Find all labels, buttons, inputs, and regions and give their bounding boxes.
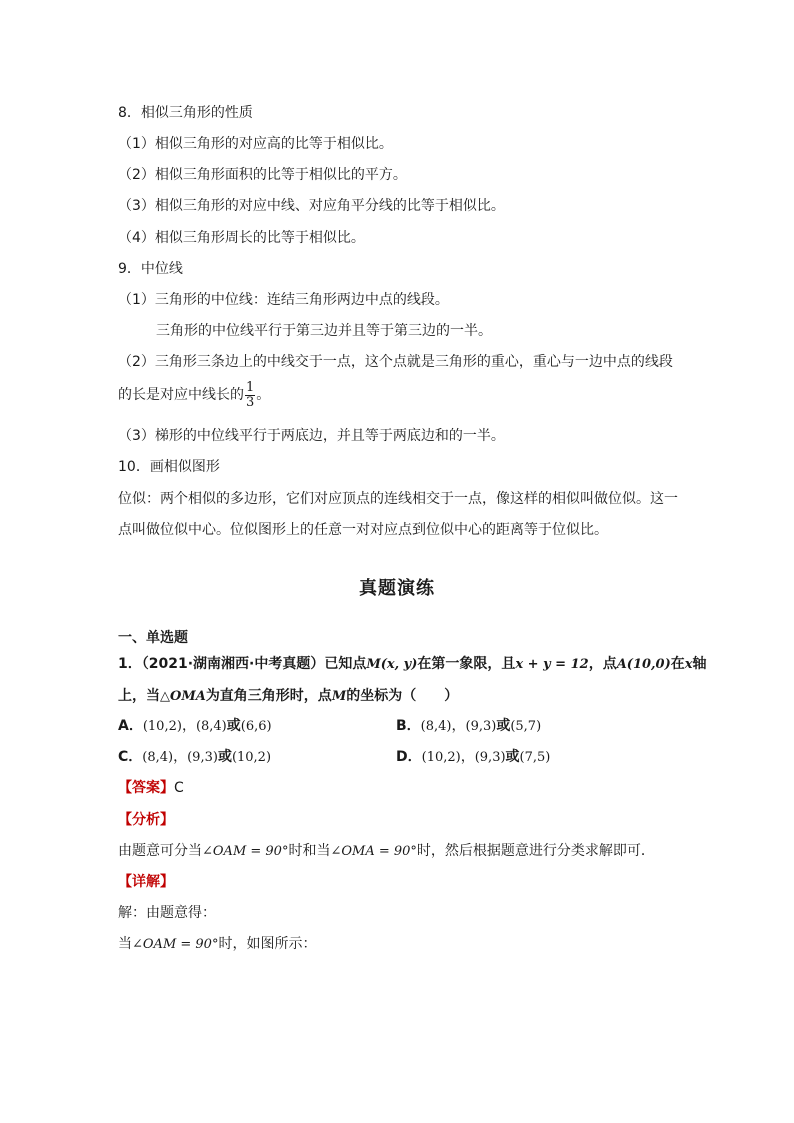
detail-line-1: 解：由题意得： xyxy=(118,905,216,921)
option-value: (9,3) xyxy=(465,719,497,734)
option-or: 或 xyxy=(505,749,520,765)
sec9-item-1-cont: 三角形的中位线平行于第三边并且等于第三边的一半。 xyxy=(156,323,492,339)
sec8-item-3: （3）相似三角形的对应中线、对应角平分线的比等于相似比。 xyxy=(118,198,505,214)
option-b[interactable] xyxy=(396,716,541,737)
question-line-1 xyxy=(118,654,707,675)
math-point-a: A(10,0) xyxy=(616,657,671,672)
math-angle-oam: ∠OAM = 90° xyxy=(132,937,219,952)
answer-line xyxy=(118,778,184,798)
sec8-item-2: （2）相似三角形面积的比等于相似比的平方。 xyxy=(118,167,407,183)
question-text: 上，当 xyxy=(118,688,160,704)
option-value: (8,4) xyxy=(142,750,174,765)
option-or: 或 xyxy=(496,718,511,734)
sec9-item-1: （1）三角形的中位线：连结三角形两边中点的线段。 xyxy=(118,292,449,308)
math-point-m: M(x, y) xyxy=(366,657,418,672)
analysis-text xyxy=(118,841,655,862)
detail-line-2 xyxy=(118,934,316,955)
option-value: (8,4) xyxy=(420,719,452,734)
section-10-heading: 10．画相似图形 xyxy=(118,459,220,475)
sec10-para-line2: 点叫做位似中心。位似图形上的任意一对对应点到位似中心的距离等于位似比。 xyxy=(118,522,608,538)
analysis-part: 由题意可分当 xyxy=(118,843,202,859)
option-sep: ， xyxy=(451,718,466,734)
sec9-item-2-text: 的长是对应中线长的 xyxy=(118,387,244,403)
math-m: M xyxy=(331,689,347,704)
question-prefix: 1．（2021·湖南湘西·中考真题）已知点 xyxy=(118,656,367,672)
option-or: 或 xyxy=(226,718,241,734)
question-text: 的坐标为（ ） xyxy=(346,688,459,704)
fraction-one-third xyxy=(245,381,255,410)
math-triangle: △OMA xyxy=(160,689,206,704)
option-d[interactable] xyxy=(396,747,550,768)
option-value: (7,5) xyxy=(519,750,551,765)
sec9-item-3: （3）梯形的中位线平行于两底边，并且等于两底边和的一半。 xyxy=(118,428,505,444)
section-8-heading: 8．相似三角形的性质 xyxy=(118,105,253,121)
question-text: 轴 xyxy=(692,656,707,672)
detail-part: 当 xyxy=(118,936,132,952)
detail-tag: 【详解】 xyxy=(118,874,174,890)
answer-tag: 【答案】 xyxy=(118,780,174,796)
sec10-para-line1: 位似：两个相似的多边形，它们对应顶点的连线相交于一点，像这样的相似叫做位似。这一 xyxy=(118,491,678,507)
option-value: (10,2) xyxy=(231,750,272,765)
option-value: (5,7) xyxy=(510,719,542,734)
question-text: 在第一象限，且 xyxy=(417,656,516,672)
sec9-item-2-end: 。 xyxy=(256,387,271,403)
part-heading: 一、单选题 xyxy=(118,630,188,646)
analysis-tag: 【分析】 xyxy=(118,812,174,828)
fraction-numerator: 1 xyxy=(246,379,255,395)
question-text: ，点 xyxy=(588,656,617,672)
option-label: C． xyxy=(118,749,143,765)
option-label: D． xyxy=(396,749,422,765)
math-x: x xyxy=(684,657,693,672)
option-sep: ， xyxy=(181,718,196,734)
sec8-item-1: （1）相似三角形的对应高的比等于相似比。 xyxy=(118,136,393,152)
option-or: 或 xyxy=(217,749,232,765)
fraction-denominator: 3 xyxy=(246,394,255,410)
option-label: A． xyxy=(118,718,143,734)
math-angle-oma: ∠OMA = 90° xyxy=(330,844,417,859)
option-c[interactable] xyxy=(118,747,271,768)
answer-value: C xyxy=(174,780,184,796)
analysis-part: 时，然后根据题意进行分类求解即可． xyxy=(416,843,655,859)
question-text: 为直角三角形时，点 xyxy=(205,688,332,704)
sec9-item-2-line1: （2）三角形三条边上的中线交于一点，这个点就是三角形的重心，重心与一边中点的线段 xyxy=(118,354,673,370)
question-text: 在 xyxy=(670,656,685,672)
option-value: (10,2) xyxy=(142,719,182,734)
section-9-heading: 9．中位线 xyxy=(118,261,183,277)
question-line-2 xyxy=(118,686,458,707)
option-value: (10,2) xyxy=(421,750,461,765)
sec8-item-4: （4）相似三角形周长的比等于相似比。 xyxy=(118,230,365,246)
option-sep: ， xyxy=(173,749,188,765)
option-value: (6,6) xyxy=(240,719,272,734)
detail-part: 时，如图所示： xyxy=(218,936,317,952)
option-sep: ， xyxy=(460,749,475,765)
section-title: 真题演练 xyxy=(359,578,435,599)
analysis-part: 时和当 xyxy=(288,843,331,859)
sec9-item-2-line2 xyxy=(118,380,270,410)
math-angle-oam: ∠OAM = 90° xyxy=(202,844,289,859)
option-value: (8,4) xyxy=(195,719,227,734)
option-value: (9,3) xyxy=(187,750,218,765)
option-value: (9,3) xyxy=(474,750,506,765)
option-label: B． xyxy=(396,718,421,734)
option-a[interactable] xyxy=(118,716,272,737)
math-equation: x + y = 12 xyxy=(515,657,589,672)
